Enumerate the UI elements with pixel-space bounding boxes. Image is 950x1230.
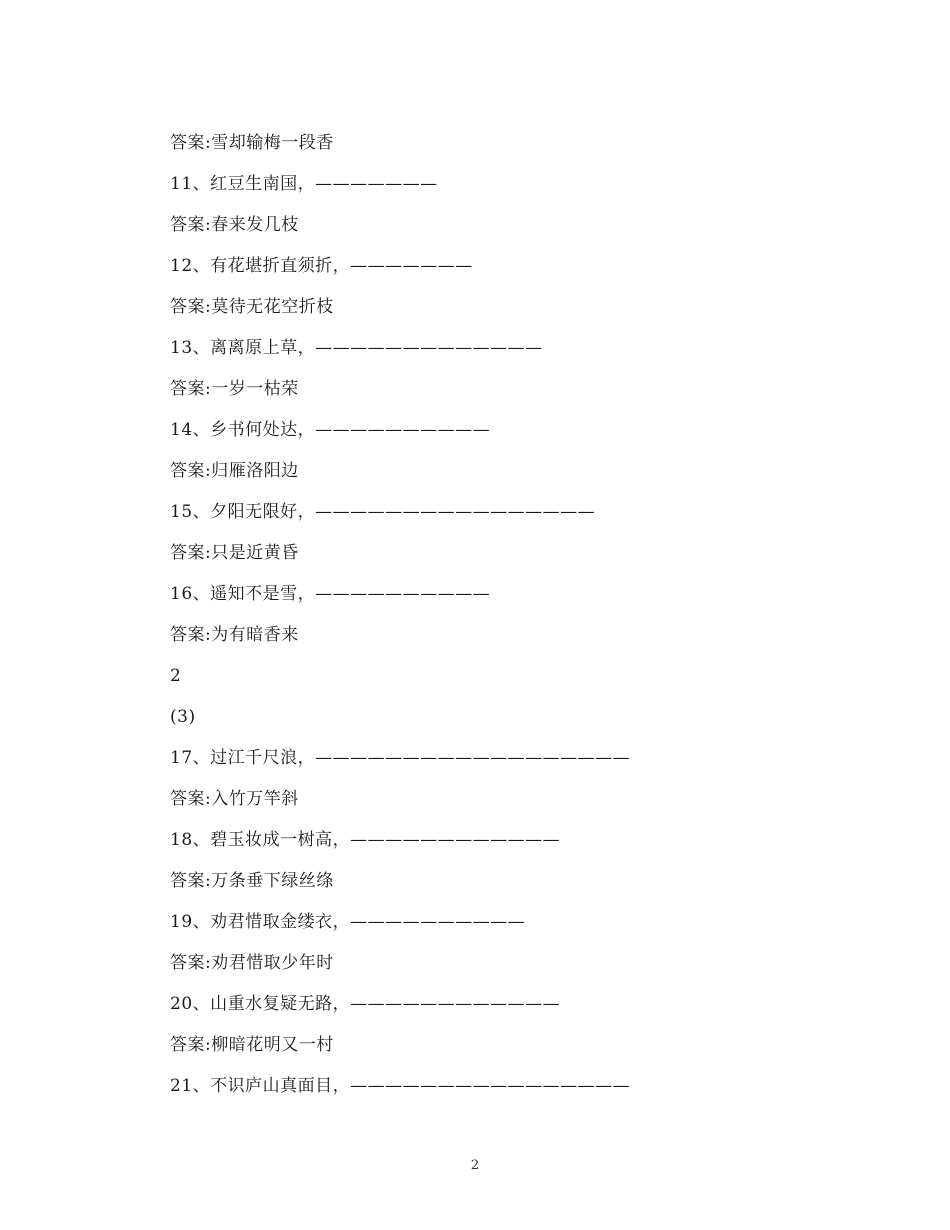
answer-line: 答案:莫待无花空折枝 [170,297,334,317]
answer-line: 答案:万条垂下绿丝绦 [170,871,334,891]
question-line: 14、乡书何处达，—————————— [170,420,491,440]
question-line: 18、碧玉妆成一树高，———————————— [170,830,561,850]
page-number: 2 [470,1158,480,1173]
answer-line: 答案:春来发几枝 [170,215,299,235]
inline-number: 2 [170,666,182,686]
answer-line: 答案:雪却输梅一段香 [170,133,334,153]
answer-line: 答案:入竹万竿斜 [170,789,299,809]
question-line: 12、有花堪折直须折，——————— [170,256,473,276]
question-line: 21、不识庐山真面目，———————————————— [170,1076,631,1096]
answer-line: 答案:只是近黄昏 [170,543,299,563]
question-line: 17、过江千尺浪，—————————————————— [170,748,631,768]
section-marker: (3) [170,707,196,727]
answer-line: 答案:为有暗香来 [170,625,299,645]
question-line: 13、离离原上草，————————————— [170,338,543,358]
question-line: 11、红豆生南国，——————— [170,174,438,194]
answer-line: 答案:一岁一枯荣 [170,379,299,399]
content-lines [170,128,850,1112]
question-line: 15、夕阳无限好，———————————————— [170,502,596,522]
answer-line: 答案:劝君惜取少年时 [170,953,334,973]
question-line: 16、遥知不是雪，—————————— [170,584,491,604]
answer-line: 答案:归雁洛阳边 [170,461,299,481]
answer-line: 答案:柳暗花明又一村 [170,1035,334,1055]
question-line: 19、劝君惜取金缕衣，—————————— [170,912,526,932]
question-line: 20、山重水复疑无路，———————————— [170,994,561,1014]
